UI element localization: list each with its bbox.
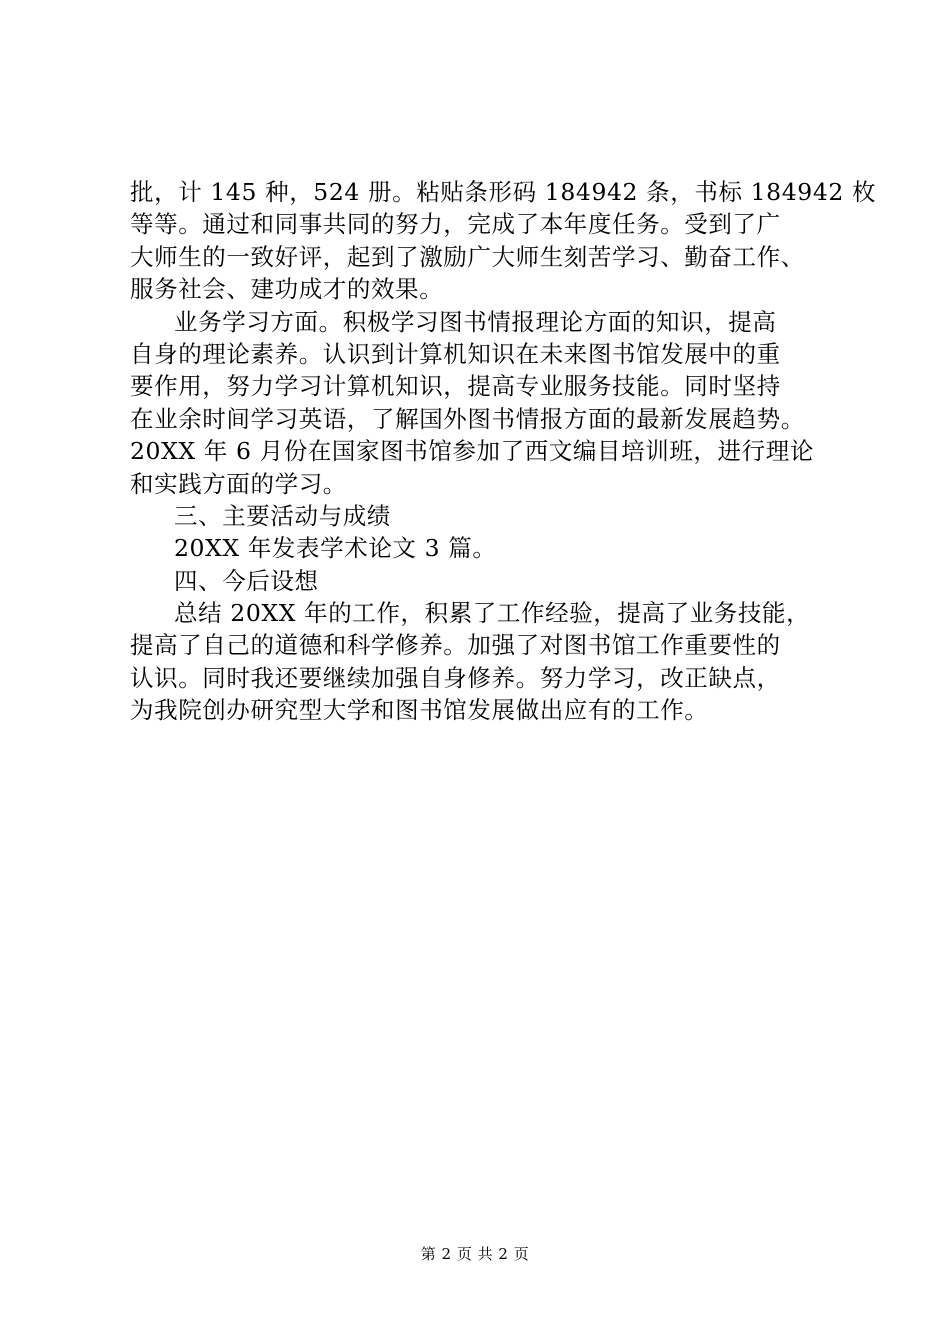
paragraph-line: 为我院创办研究型大学和图书馆发展做出应有的工作。	[130, 696, 709, 725]
paragraph-line: 总结 20XX 年的工作，积累了工作经验，提高了业务技能，	[174, 599, 811, 628]
paragraph-line: 批，计 145 种，524 册。粘贴条形码 184942 条，书标 184942 枚	[130, 178, 877, 206]
paragraph-line: 认识。同时我还要继续加强自身修养。努力学习，改正缺点，	[130, 663, 781, 692]
paragraph-line: 要作用，努力学习计算机知识，提高专业服务技能。同时坚持	[130, 372, 781, 401]
paragraph-line: 服务社会、建功成才的效果。	[130, 275, 444, 304]
paragraph-line: 20XX 年 6 月份在国家图书馆参加了西文编目培训班，进行理论	[130, 437, 814, 466]
paragraph-line: 在业余时间学习英语，了解国外图书情报方面的最新发展趋势。	[130, 404, 805, 433]
paragraph-line: 大师生的一致好评，起到了激励广大师生刻苦学习、勤奋工作、	[130, 242, 805, 271]
paragraph-line: 等等。通过和同事共同的努力，完成了本年度任务。受到了广	[130, 210, 781, 239]
paragraph-line: 自身的理论素养。认识到计算机知识在未来图书馆发展中的重	[130, 339, 781, 368]
paragraph-line: 提高了自己的道德和科学修养。加强了对图书馆工作重要性的	[130, 631, 781, 660]
section-heading: 四、今后设想	[174, 566, 319, 595]
paragraph-line: 20XX 年发表学术论文 3 篇。	[174, 534, 497, 563]
section-heading: 三、主要活动与成绩	[174, 501, 391, 530]
page-number-footer: 第 2 页 共 2 页	[420, 1245, 530, 1263]
document-body	[130, 176, 877, 727]
paragraph-line: 业务学习方面。积极学习图书情报理论方面的知识，提高	[174, 307, 777, 336]
paragraph-line: 和实践方面的学习。	[130, 469, 347, 498]
